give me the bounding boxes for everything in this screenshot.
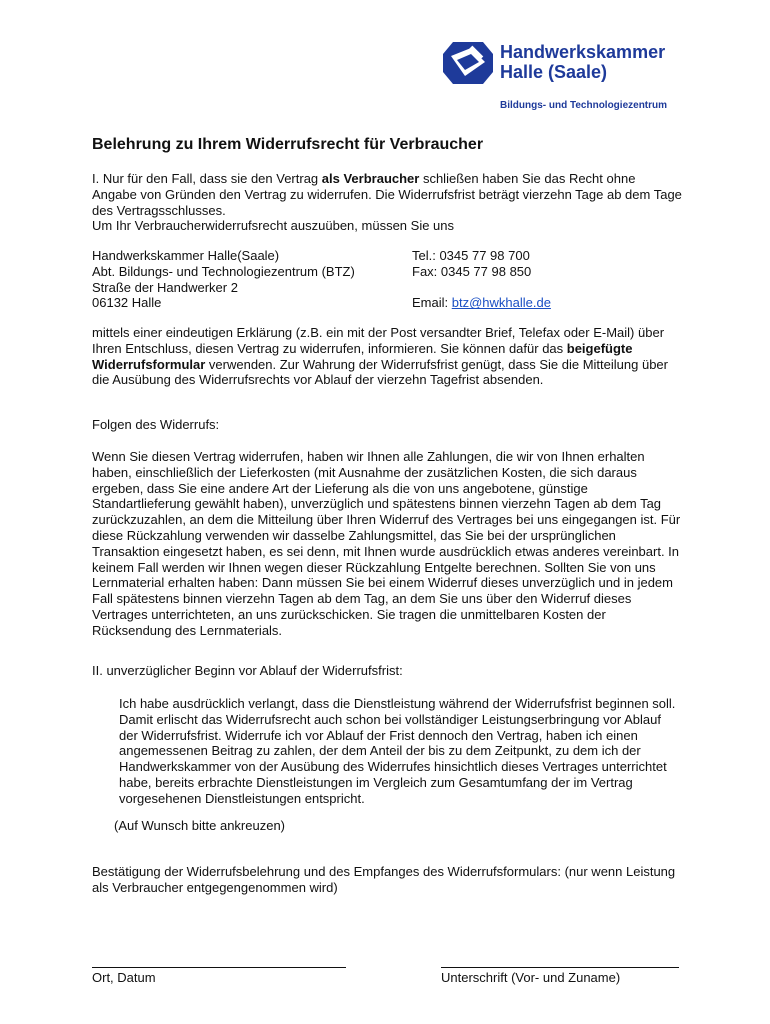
confirmation-paragraph: Bestätigung der Widerrufsbelehrung und des Empfanges des Widerrufsformulars: (nur wenn Leistung als Verbraucher entgegengenommen wird) bbox=[92, 864, 676, 895]
contact-street: Straße der Handwerker 2 bbox=[92, 279, 238, 295]
means-text bbox=[92, 325, 682, 388]
intro-text-part2: schließen haben Sie das Recht ohne Angabe von Gründen den Vertrag zu widerrufen. Die Widerrufsfrist beträgt vierzehn Tage ab dem Tage des Vertragsschlusses. bbox=[92, 171, 682, 218]
signature-line[interactable] bbox=[441, 967, 679, 968]
logo bbox=[443, 42, 693, 122]
handwerkskammer-logo-icon bbox=[443, 42, 493, 84]
section2-heading: II. unverzüglicher Beginn vor Ablauf der Widerrufsfrist: bbox=[92, 663, 403, 678]
intro-text-part1: I. Nur für den Fall, dass sie den Vertrag bbox=[92, 171, 322, 186]
contact-row bbox=[92, 280, 592, 296]
place-date-line[interactable] bbox=[92, 967, 346, 968]
contact-email-label: Email: bbox=[412, 295, 452, 311]
section2-paragraph: Ich habe ausdrücklich verlangt, dass die Dienstleistung während der Widerrufsfrist beginnen soll. Damit erlischt das Widerrufsrecht auch schon bei vollständiger Leistungserbringung vor Ablauf der Widerrufsfrist. Widerrufe ich vor Ablauf der Frist dennoch den Vertrag, haben ich einen angemessenen Beitrag zu zahlen, der dem Anteil der bis zu dem Zeitpunkt, zu dem ich der Handwerkskammer von der Ausübung des Widerrufes hinsichtlich dieses Vertrages unterrichtet habe, bereits erbrachte Dienstleistungen im Vergleich zum Gesamtumfang der im Vertrag vorgesehenen Dienstleistungen entspricht. bbox=[119, 696, 676, 806]
contact-row bbox=[92, 295, 592, 311]
signature-label: Unterschrift (Vor- und Zuname) bbox=[441, 970, 621, 985]
intro-text-bold: als Verbraucher bbox=[321, 171, 420, 186]
contact-row bbox=[92, 248, 592, 264]
means-text-part1: mittels einer eindeutigen Erklärung (z.B. ein mit der Post versandter Brief, Telefax oder E-Mail) über Ihren Entschluss, diesen Vertrag zu widerrufen, informieren. Sie können dafür das bbox=[92, 325, 665, 356]
means-text-part2: verwenden. Zur Wahrung der Widerrufsfrist genügt, dass Sie die Mitteilung über die Ausübung des Widerrufsrechts vor Ablauf der vierzehn Tagefrist absenden. bbox=[92, 356, 668, 388]
means-paragraph bbox=[92, 325, 682, 388]
logo-subtitle: Bildungs- und Technologiezentrum bbox=[500, 100, 668, 111]
logo-org-line1: Handwerkskammer bbox=[500, 42, 666, 62]
logo-org-line2: Halle (Saale) bbox=[500, 62, 608, 82]
contact-block bbox=[92, 248, 592, 311]
contact-tel: Tel.: 0345 77 98 700 bbox=[412, 248, 530, 263]
intro-line4: Um Ihr Verbraucherwiderrufsrecht auszuüben, müssen Sie uns bbox=[92, 218, 455, 234]
contact-name: Handwerkskammer Halle(Saale) bbox=[92, 248, 280, 263]
intro-paragraph bbox=[92, 171, 682, 234]
contact-email bbox=[412, 295, 551, 311]
contact-city: 06132 Halle bbox=[92, 295, 162, 311]
intro-text bbox=[92, 171, 682, 218]
place-date-label: Ort, Datum bbox=[92, 970, 156, 985]
consequences-heading: Folgen des Widerrufs: bbox=[92, 417, 220, 432]
contact-department: Abt. Bildungs- und Technologiezentrum (BTZ) bbox=[92, 263, 355, 279]
means-text-bold: beigefügte Widerrufsformular bbox=[92, 340, 633, 372]
wish-note: (Auf Wunsch bitte ankreuzen) bbox=[114, 818, 286, 833]
contact-row bbox=[92, 264, 592, 280]
email-link[interactable]: btz@hwkhalle.de bbox=[451, 295, 551, 311]
consequences-paragraph: Wenn Sie diesen Vertrag widerrufen, haben wir Ihnen alle Zahlungen, die wir von Ihnen erhalten haben, einschließlich der Lieferkosten (mit Ausnahme der zusätzlichen Kosten, die sich daraus ergeben, dass Sie eine andere Art der Lieferung als die von uns angebotene, günstige Standartlieferung gewählt haben), unverzüglich und spätestens binnen vierzehn Tagen ab dem Tag zurückzuzahlen, an dem die Mitteilung über Ihren Widerruf des Vertrages bei uns eingegangen ist. Für diese Rückzahlung verwenden wir dasselbe Zahlungsmittel, das Sie bei der ursprünglichen Transaktion eingesetzt haben, es sei denn, mit Ihnen wurde ausdrücklich etwas anderes vereinbart. In keinem Fall werden wir Ihnen wegen dieser Rückzahlung Entgelte berechnen. Sollten Sie von uns Lernmaterial erhalten haben: Dann müssen Sie bei einem Widerruf dieses unverzüglich und in jedem Fall spätestens binnen vierzehn Tagen ab dem Tag, an dem Sie uns über den Widerruf dieses Vertrages unterrichteten, an uns zurückschicken. Sie tragen die unmittelbaren Kosten der Rücksendung des Lernmaterials. bbox=[92, 449, 681, 638]
document-title: Belehrung zu Ihrem Widerrufsrecht für Verbraucher bbox=[92, 136, 484, 153]
contact-fax: Fax: 0345 77 98 850 bbox=[412, 263, 532, 279]
